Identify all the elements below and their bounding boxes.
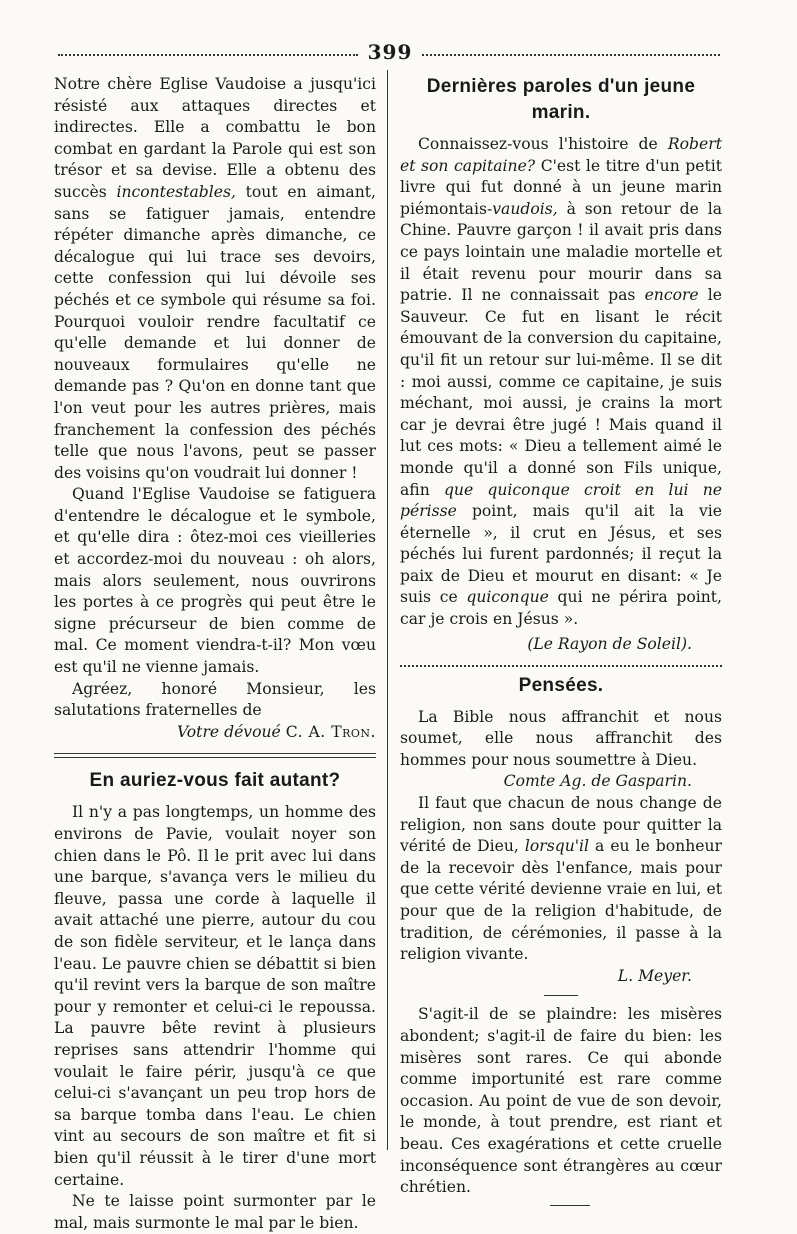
column-divider	[387, 70, 388, 1150]
section-separator	[400, 665, 722, 667]
paragraph: Il n'y a pas longtemps, un homme des environs de Pavie, voulait noyer son chien dans le Pô. Il le prit avec lui dans une barque, s'avança vers le milieu du fleuve, passa une corde à laquelle il avait attaché une pierre, autour du cou de son fidèle serviteur, et le lança dans l'eau. Le pauvre chien se débattit si bien qu'il revint vers la barque de son maître pour y remonter et celui-ci le repoussa. La pauvre bête revint à plusieurs reprises sans attendrir l'homme qui voulait le faire périr, jusqu'à ce que celui-ci s'avançant un peu trop hors de sa barque tomba dans l'eau. Le chien vint au secours de son maître et fit si bien qu'il réussit à le tirer d'une mort certaine.	[54, 803, 376, 1189]
header-rule-right	[422, 54, 720, 56]
signature: Votre dévoué C. A. Tron.	[176, 722, 376, 741]
section-separator	[54, 753, 376, 758]
paragraph: Ne te laisse point surmonter par le mal, mais surmonte le mal par le bien.	[54, 1192, 376, 1232]
right-column	[400, 74, 722, 1206]
article-heading: Dernières paroles d'un jeune marin.	[426, 76, 696, 123]
left-column	[54, 74, 376, 1234]
paragraph: Notre chère Eglise Vaudoise a jusqu'ici résisté aux attaques directes et indirectes. Elle a combattu le bon combat en gardant la Parole qui est son trésor et sa devise. Elle a obtenu des succès incontestables, tout en aimant, sans se fatiguer jamais, entendre répéter dimanche après dimanche, ce décalogue qui lui trace ses devoirs, cette confession qui lui dévoile ses péchés et ce symbole qui résume sa foi. Pourquoi vouloir rendre facultatif ce qu'elle demande et lui donner de nouveaux formulaires qu'elle ne demande pas ? Qu'on en donne tant que l'on veut pour les autres prières, mais franchement la confession des péchés telle que nous l'avons, peut se passer des voisins qu'on voudrait lui donner !	[54, 75, 376, 482]
thought: Il faut que chacun de nous change de religion, non sans doute pour quitter la vérité de Dieu, lorsqu'il a eu le bonheur de la recevoir dès l'enfance, mais pour que cette vérité devienne vraie en lui, et pour que de la religion d'habitude, de tradition, de cérémonies, il passe à la religion vivante.	[400, 794, 722, 964]
thought-author: Comte Ag. de Gasparin.	[503, 772, 692, 791]
paragraph: Quand l'Eglise Vaudoise se fatiguera d'entendre le décalogue et le symbole, et qu'elle dira : ôtez-moi ces vieilleries et accordez-moi du nouveau : oh alors, mais alors seulement, nous ouvrirons les portes à ce progrès qui peut être le signe précurseur de bien comme de mal. Ce moment viendra-t-il? Mon vœu est qu'il ne vienne jamais.	[54, 485, 376, 677]
thought: S'agit-il de se plaindre: les misères abondent; s'agit-il de faire du bien: les misères sont rares. Ce qui abonde comme importunité est rare comme occasion. Au point de vue de son devoir, le monde, à tout prendre, est riant et beau. Ces exagérations et cette cruelle inconséquence sont étrangères au cœur chrétien.	[400, 1005, 722, 1197]
thought-author: L. Meyer.	[617, 966, 692, 985]
section-heading: Pensées.	[518, 674, 604, 696]
source-citation: (Le Rayon de Soleil).	[527, 634, 692, 653]
thought: La Bible nous affranchit et nous soumet, elle nous affranchit des hommes pour nous soumettre à Dieu.	[400, 707, 722, 769]
thought-separator	[544, 995, 578, 996]
closing-salutation: Agréez, honoré Monsieur, les salutations fraternelles de	[54, 679, 376, 720]
page-header	[58, 40, 720, 64]
article-heading: En auriez-vous fait autant?	[89, 770, 341, 792]
end-rule	[550, 1205, 590, 1206]
header-rule-left	[58, 54, 358, 56]
page-number: 399	[367, 40, 413, 64]
paragraph: Connaissez-vous l'histoire de Robert et son capitaine? C'est le titre d'un petit livre qui fut donné à un jeune marin piémontais-vaudois, à son retour de la Chine. Pauvre garçon ! il avait pris dans ce pays lointain une maladie mortelle et il était revenu pour mourir dans sa patrie. Il ne connaissait pas encore le Sauveur. Ce fut en lisant le récit émouvant de la conversion du capitaine, qu'il fit un retour sur lui-même. Il se dit : moi aussi, comme ce capitaine, je suis méchant, moi aussi, je crains la mort car je devrai être jugé ! Mais quand il lut ces mots: « Dieu a tellement aimé le monde qu'il a donné son Fils unique, afin que quiconque croit en lui ne périsse point, mais qu'il ait la vie éternelle », il crut en Jésus, et ses péchés lui furent pardonnés; il reçut la paix de Dieu et mourut en disant: « Je suis ce quiconque qui ne périra point, car je crois en Jésus ».	[400, 135, 723, 629]
